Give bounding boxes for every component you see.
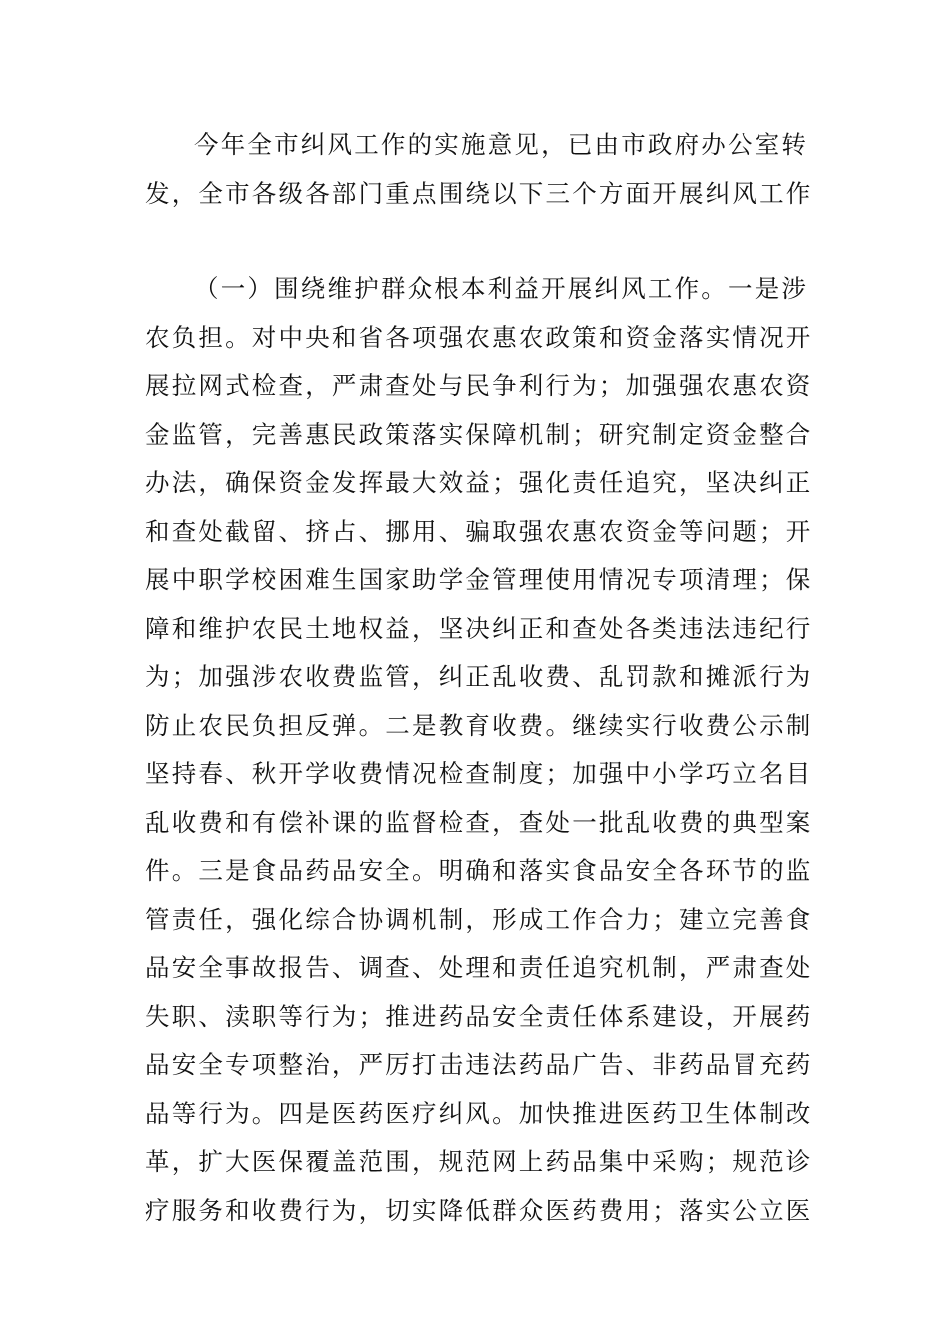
paragraph-line: 品安全专项整治，严厉打击违法药品广告、非药品冒充药	[145, 1050, 813, 1079]
paragraph-line: （一）围绕维护群众根本利益开展纠风工作。一是涉	[194, 274, 809, 303]
paragraph-line: 革，扩大医保覆盖范围，规范网上药品集中采购；规范诊	[145, 1147, 813, 1176]
paragraph-line: 乱收费和有偿补课的监督检查，查处一批乱收费的典型案	[145, 807, 813, 837]
paragraph-intro	[145, 121, 813, 218]
paragraph-line: 金监管，完善惠民政策落实保障机制；研究制定资金整合	[145, 419, 813, 449]
paragraph-line: 发，全市各级各部门重点围绕以下三个方面开展纠风工作	[145, 178, 813, 208]
paragraph-line: 品等行为。四是医药医疗纠风。加快推进医药卫生体制改	[145, 1098, 813, 1128]
paragraph-line: 件。三是食品药品安全。明确和落实食品安全各环节的监	[145, 856, 813, 885]
paragraph-line: 办法，确保资金发挥最大效益；强化责任追究，坚决纠正	[145, 468, 813, 497]
paragraph-line: 管责任，强化综合协调机制，形成工作合力；建立完善食	[145, 904, 813, 934]
paragraph-line: 展拉网式检查，严肃查处与民争利行为；加强强农惠农资	[145, 371, 813, 400]
paragraph-line: 疗服务和收费行为，切实降低群众医药费用；落实公立医	[145, 1195, 813, 1225]
paragraph-line: 今年全市纠风工作的实施意见，已由市政府办公室转	[194, 130, 809, 159]
paragraph-line: 农负担。对中央和省各项强农惠农政策和资金落实情况开	[145, 322, 813, 352]
paragraph-line: 失职、渎职等行为；推进药品安全责任体系建设，开展药	[145, 1001, 813, 1031]
paragraph-line: 品安全事故报告、调查、处理和责任追究机制，严肃查处	[145, 953, 813, 982]
paragraph-line: 坚持春、秋开学收费情况检查制度；加强中小学巧立名目	[145, 759, 813, 788]
paragraph-line: 和查处截留、挤占、挪用、骗取强农惠农资金等问题；开	[145, 516, 813, 546]
paragraph-line: 为；加强涉农收费监管，纠正乱收费、乱罚款和摊派行为	[145, 662, 813, 691]
paragraph-line: 防止农民负担反弹。二是教育收费。继续实行收费公示制	[145, 710, 813, 740]
paragraph-line: 展中职学校困难生国家助学金管理使用情况专项清理；保	[145, 565, 813, 594]
paragraph-section-one	[145, 265, 813, 1235]
paragraph-line: 障和维护农民土地权益，坚决纠正和查处各类违法违纪行	[145, 613, 813, 643]
